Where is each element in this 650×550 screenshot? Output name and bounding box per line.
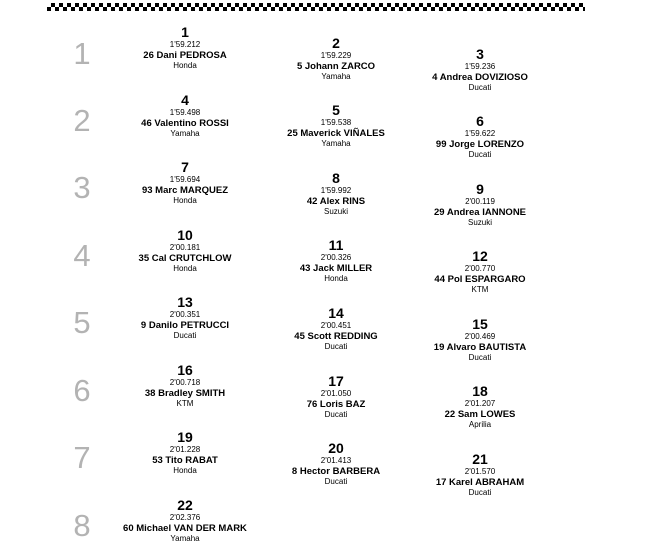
team-name: Honda [173,264,197,273]
team-name: KTM [471,285,489,294]
grid-position: 13 [177,294,193,310]
team-name: Honda [173,466,197,475]
lap-time: 2'00.181 [169,243,201,252]
grid-slot-21 [395,452,565,498]
grid-position: 5 [332,102,340,118]
grid-position: 8 [332,170,340,186]
grid-slot-19 [100,430,270,476]
lap-time: 1'59.229 [320,51,352,60]
team-name: KTM [176,399,194,408]
rider-name: 45 Scott REDDING [294,331,378,342]
grid-position: 20 [328,440,344,456]
team-name: Ducati [468,488,492,497]
grid-position: 1 [181,24,189,40]
rider-name: 17 Karel ABRAHAM [435,477,525,488]
grid-position: 6 [476,113,484,129]
team-name: Ducati [468,83,492,92]
rider-name: 5 Johann ZARCO [296,61,376,72]
grid-position: 14 [328,305,344,321]
team-name: Suzuki [323,207,348,216]
grid-slot-13 [100,295,270,341]
lap-time: 1'59.538 [320,118,352,127]
row-number-3: 3 [73,170,91,205]
team-name: Yamaha [170,534,200,543]
grid-slot-12 [395,249,565,295]
lap-time: 2'00.469 [464,332,496,341]
team-name: Suzuki [467,218,492,227]
lap-time: 2'00.119 [465,197,495,206]
rider-name: 9 Danilo PETRUCCI [140,320,230,331]
rider-name: 22 Sam LOWES [444,409,516,420]
lap-time: 1'59.498 [169,108,201,117]
row-number-6: 6 [73,373,91,408]
grid-position: 2 [332,35,340,51]
lap-time: 1'59.622 [464,129,496,138]
rider-name: 76 Loris BAZ [306,399,366,410]
lap-time: 1'59.236 [464,62,496,71]
grid-position: 4 [181,92,189,108]
grid-position: 22 [177,497,193,513]
lap-time: 2'00.718 [169,378,201,387]
lap-time: 2'01.570 [464,467,496,476]
lap-time: 2'01.413 [320,456,352,465]
grid-position: 7 [181,159,189,175]
lap-time: 2'00.351 [169,310,201,319]
rider-name: 44 Pol ESPARGARO [434,274,526,285]
rider-name: 35 Cal CRUTCHLOW [138,253,232,264]
team-name: Honda [173,196,197,205]
team-name: Honda [173,61,197,70]
lap-time: 1'59.992 [320,186,352,195]
rider-name: 43 Jack MILLER [299,263,373,274]
rider-name: 4 Andrea DOVIZIOSO [432,72,528,83]
grid-slot-3 [395,47,565,93]
grid-slot-15 [395,317,565,363]
lap-time: 2'01.207 [464,399,496,408]
rider-name: 38 Bradley SMITH [144,388,226,399]
grid-position: 10 [177,227,193,243]
row-number-7: 7 [73,440,91,475]
grid-position: 3 [476,46,484,62]
grid-position: 18 [472,383,488,399]
rider-name: 93 Marc MARQUEZ [141,185,229,196]
team-name: Ducati [324,410,348,419]
rider-name: 19 Alvaro BAUTISTA [433,342,527,353]
grid-slot-10 [100,228,270,274]
rider-name: 26 Dani PEDROSA [143,50,227,61]
lap-time: 2'00.770 [464,264,496,273]
grid-slot-16 [100,363,270,409]
rider-name: 53 Tito RABAT [152,455,218,466]
row-number-4: 4 [73,238,91,273]
grid-slot-9 [395,182,565,228]
lap-time: 1'59.212 [169,40,201,49]
lap-time: 2'01.050 [320,389,352,398]
row-number-8: 8 [73,508,91,543]
grid-slot-4 [100,93,270,139]
grid-position: 19 [177,429,193,445]
team-name: Ducati [468,353,492,362]
team-name: Ducati [173,331,197,340]
rider-name: 29 Andrea IANNONE [433,207,527,218]
team-name: Aprilia [468,420,492,429]
grid-slot-22 [100,498,270,544]
rider-name: 42 Alex RINS [306,196,366,207]
rider-name: 60 Michael VAN DER MARK [123,523,247,534]
team-name: Ducati [468,150,492,159]
grid-position: 11 [328,237,344,253]
row-number-2: 2 [73,103,91,138]
rider-name: 99 Jorge LORENZO [435,139,525,150]
row-number-5: 5 [73,305,91,340]
rider-name: 46 Valentino ROSSI [141,118,229,129]
rider-name: 8 Hector BARBERA [291,466,381,477]
lap-time: 2'00.326 [320,253,352,262]
grid-slot-18 [395,384,565,430]
grid-position: 15 [472,316,488,332]
grid-position: 21 [472,451,488,467]
grid-slot-6 [395,114,565,160]
row-number-1: 1 [73,36,91,71]
grid-slot-1 [100,25,270,71]
lap-time: 2'01.228 [169,445,201,454]
grid-slot-7 [100,160,270,206]
team-name: Yamaha [321,72,351,81]
team-name: Honda [324,274,348,283]
grid-position: 12 [472,248,488,264]
team-name: Yamaha [321,139,351,148]
rider-name: 25 Maverick VIÑALES [287,128,385,139]
grid-position: 17 [328,373,344,389]
lap-time: 2'02.376 [169,513,201,522]
grid-position: 16 [177,362,193,378]
checkered-flag-banner [47,3,585,11]
lap-time: 2'00.451 [320,321,352,330]
team-name: Ducati [324,477,348,486]
grid-position: 9 [476,181,484,197]
team-name: Yamaha [170,129,200,138]
lap-time: 1'59.694 [169,175,201,184]
team-name: Ducati [324,342,348,351]
